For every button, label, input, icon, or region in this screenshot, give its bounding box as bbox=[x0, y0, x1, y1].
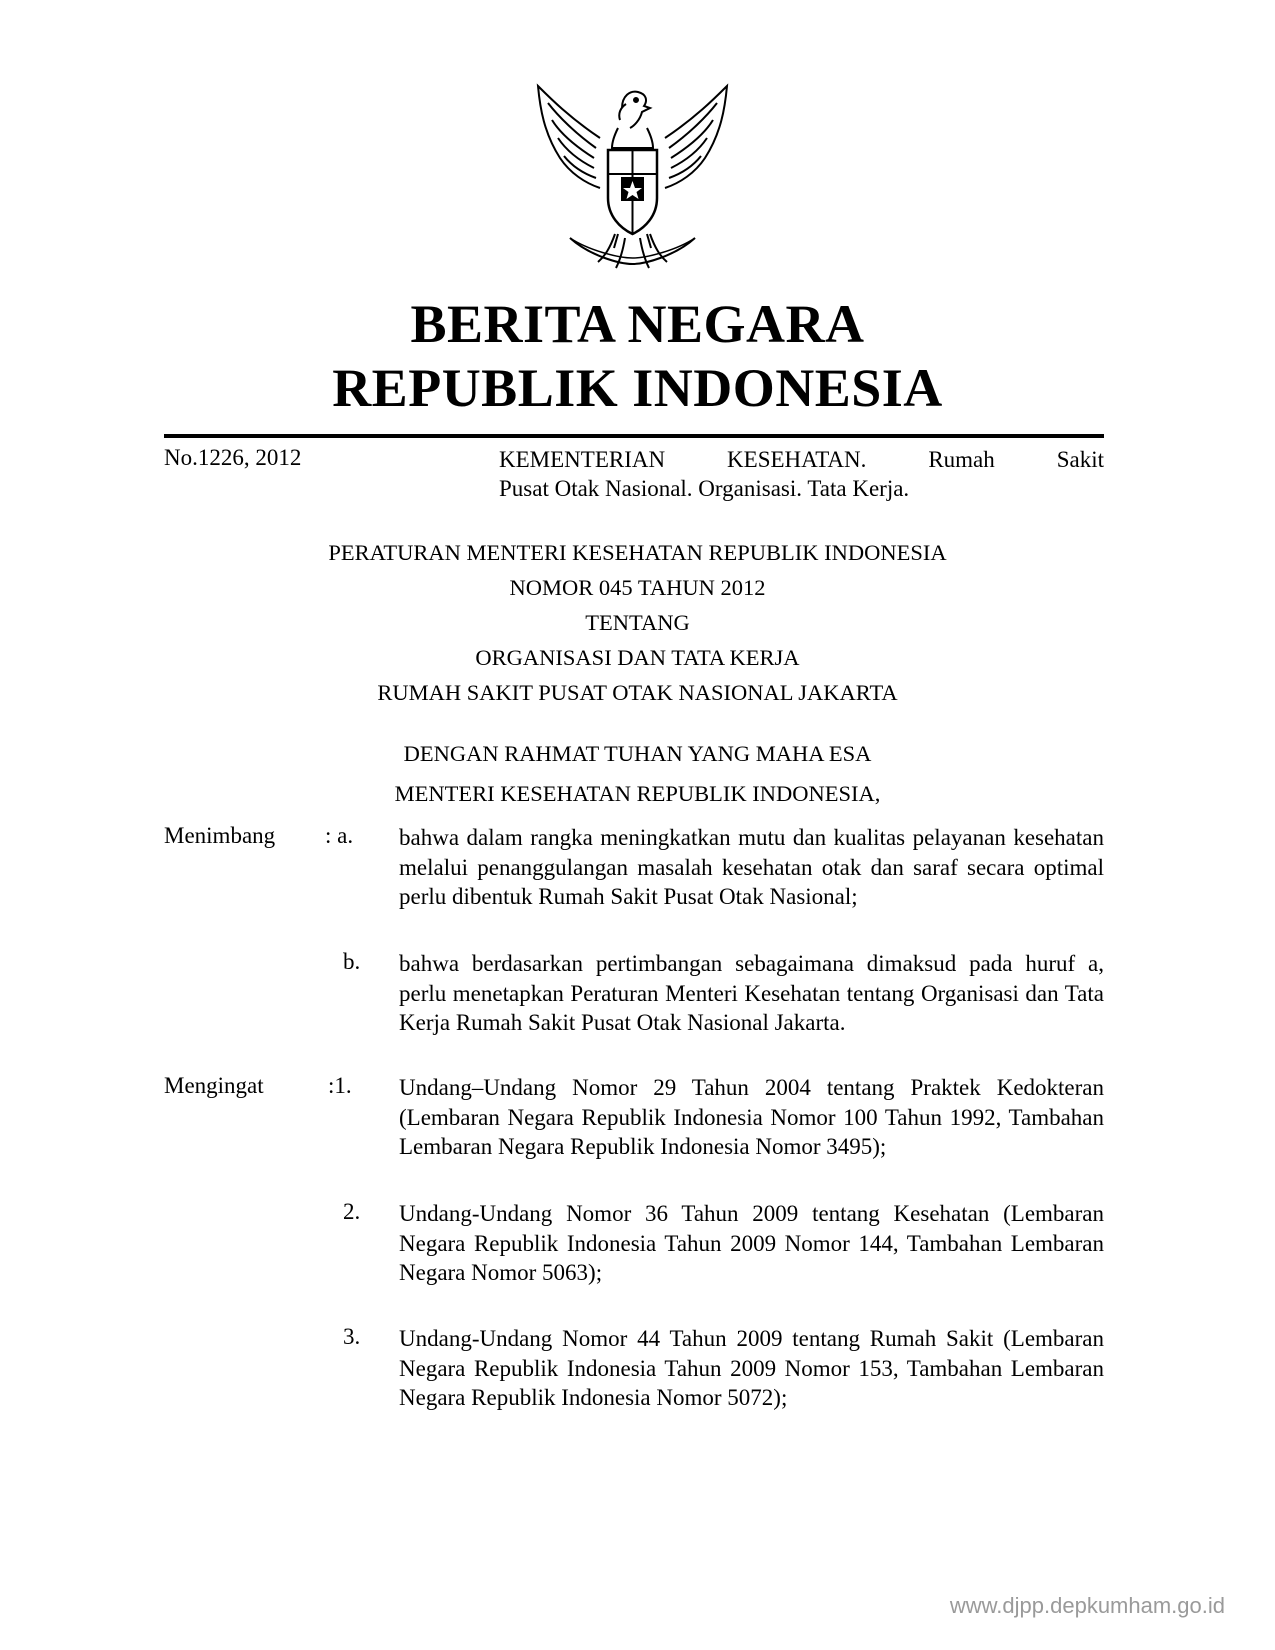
regulation-title-line-4: ORGANISASI DAN TATA KERJA bbox=[475, 645, 800, 670]
gazette-subject-line-1: KEMENTERIAN KESEHATAN. Rumah Sakit bbox=[499, 447, 1104, 472]
mengingat-marker-2: 2. bbox=[343, 1199, 361, 1224]
opening-line-2: MENTERI KESEHATAN REPUBLIK INDONESIA, bbox=[394, 781, 881, 806]
opening-formula bbox=[0, 734, 1275, 814]
masthead-line-2: REPUBLIK INDONESIA bbox=[332, 358, 943, 418]
gazette-masthead bbox=[0, 292, 1275, 420]
gazette-number: No.1226, 2012 bbox=[164, 445, 302, 470]
regulation-title-line-1: PERATURAN MENTERI KESEHATAN REPUBLIK INDONESIA bbox=[328, 540, 947, 565]
garuda-emblem-icon bbox=[530, 78, 735, 278]
opening-line-1: DENGAN RAHMAT TUHAN YANG MAHA ESA bbox=[403, 741, 872, 766]
menimbang-label: Menimbang bbox=[164, 823, 276, 848]
regulation-title bbox=[0, 535, 1275, 710]
menimbang-item-b: bahwa berdasarkan pertimbangan sebagaimana dimaksud pada huruf a, perlu menetapkan Peraturan Menteri Kesehatan tentang Organisasi dan Tata Kerja Rumah Sakit Pusat Otak Nasional Jakarta. bbox=[399, 951, 1104, 1035]
mengingat-item-2: Undang-Undang Nomor 36 Tahun 2009 tentang Kesehatan (Lembaran Negara Republik Indonesia Tahun 2009 Nomor 144, Tambahan Lembaran Negara Nomor 5063); bbox=[399, 1201, 1104, 1285]
regulation-title-line-2: NOMOR 045 TAHUN 2012 bbox=[509, 575, 766, 600]
gazette-subject bbox=[499, 445, 1104, 503]
menimbang-marker-b: b. bbox=[343, 949, 361, 974]
mengingat-marker-3: 3. bbox=[343, 1324, 361, 1349]
menimbang-item-a: bahwa dalam rangka meningkatkan mutu dan kualitas pelayanan kesehatan melalui penanggulangan masalah kesehatan otak dan saraf secara optimal perlu dibentuk Rumah Sakit Pusat Otak Nasional; bbox=[399, 825, 1104, 909]
regulation-title-line-3: TENTANG bbox=[585, 610, 690, 635]
source-url-watermark: www.djpp.depkumham.go.id bbox=[949, 1593, 1225, 1618]
masthead-line-1: BERITA NEGARA bbox=[410, 294, 865, 354]
masthead-divider bbox=[164, 434, 1104, 438]
menimbang-marker-a: : a. bbox=[325, 823, 354, 848]
mengingat-item-3: Undang-Undang Nomor 44 Tahun 2009 tentang Rumah Sakit (Lembaran Negara Republik Indonesia Tahun 2009 Nomor 153, Tambahan Lembaran Negara Republik Indonesia Nomor 5072); bbox=[399, 1326, 1104, 1410]
gazette-subject-line-2: Pusat Otak Nasional. Organisasi. Tata Kerja. bbox=[499, 476, 910, 501]
mengingat-marker-1: :1. bbox=[328, 1073, 352, 1098]
regulation-title-line-5: RUMAH SAKIT PUSAT OTAK NASIONAL JAKARTA bbox=[377, 680, 898, 705]
mengingat-item-1: Undang–Undang Nomor 29 Tahun 2004 tentang Praktek Kedokteran (Lembaran Negara Republik Indonesia Nomor 100 Tahun 1992, Tambahan Lembaran Negara Republik Indonesia Nomor 3495); bbox=[399, 1075, 1104, 1159]
mengingat-label: Mengingat bbox=[164, 1073, 264, 1098]
